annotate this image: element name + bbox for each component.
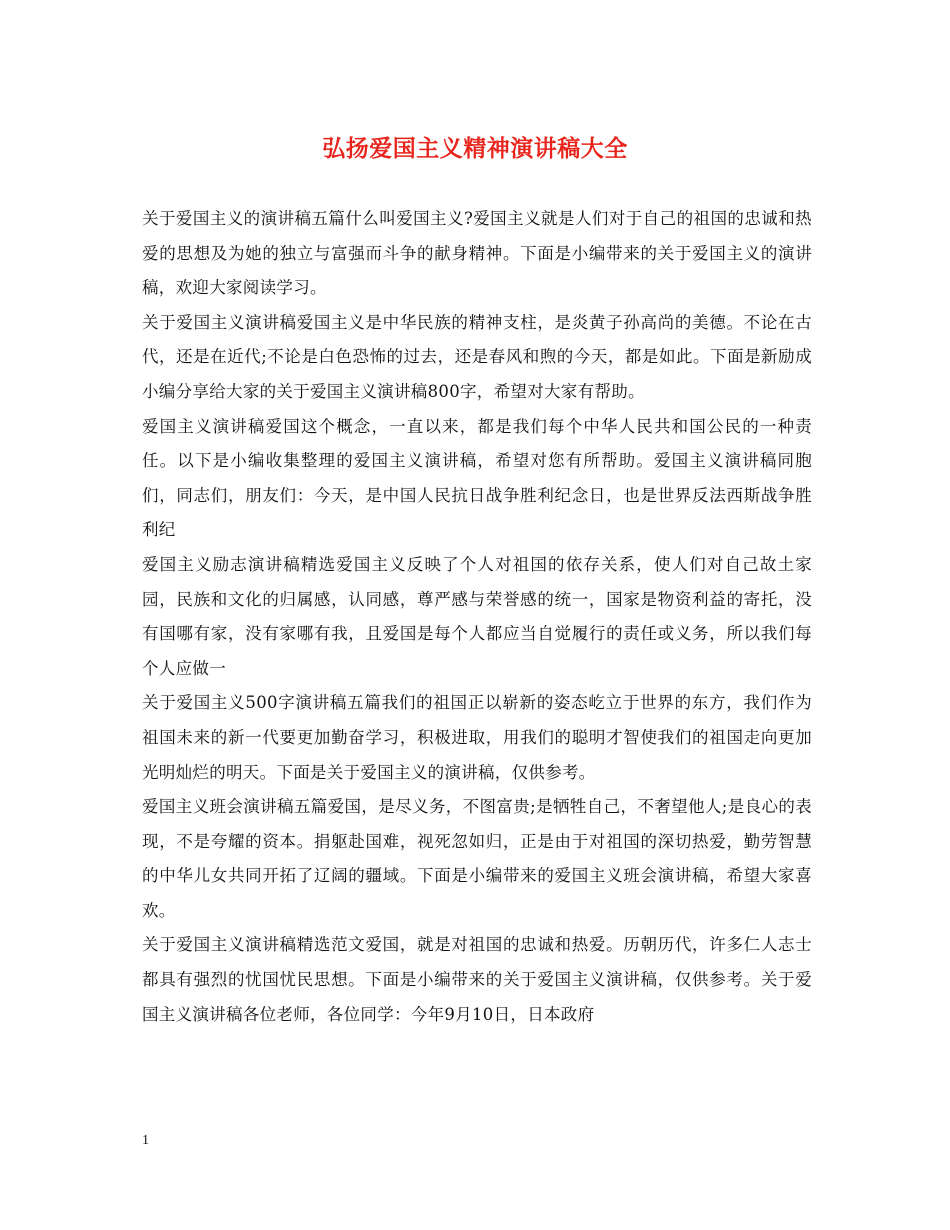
paragraph: 爱国主义演讲稿爱国这个概念，一直以来，都是我们每个中华人民共和国公民的一种责任。以下是小编收集整理的爱国主义演讲稿，希望对您有所帮助。爱国主义演讲稿同胞们，同志们，朋友们：今天，是中国人民抗日战争胜利纪念日，也是世界反法西斯战争胜利纪 <box>142 416 812 540</box>
paragraph: 关于爱国主义的演讲稿五篇什么叫爱国主义?爱国主义就是人们对于自己的祖国的忠诚和热爱的思想及为她的独立与富强而斗争的献身精神。下面是小编带来的关于爱国主义的演讲稿，欢迎大家阅读学习。 <box>142 209 812 298</box>
paragraph: 关于爱国主义演讲稿爱国主义是中华民族的精神支柱，是炎黄子孙高尚的美德。不论在古代，还是在近代;不论是白色恐怖的过去，还是春风和煦的今天，都是如此。下面是新励成小编分享给大家的关于爱国主义演讲稿800字，希望对大家有帮助。 <box>142 312 812 401</box>
document-body <box>142 202 812 1032</box>
paragraph: 爱国主义励志演讲稿精选爱国主义反映了个人对祖国的依存关系，使人们对自己故土家园，民族和文化的归属感，认同感，尊严感与荣誉感的统一，国家是物资利益的寄托，没有国哪有家，没有家哪有我，且爱国是每个人都应当自觉履行的责任或义务，所以我们每个人应做一 <box>142 554 812 678</box>
paragraph: 爱国主义班会演讲稿五篇爱国，是尽义务，不图富贵;是牺牲自己，不奢望他人;是良心的表现，不是夸耀的资本。捐躯赴国难，视死忽如归，正是由于对祖国的深切热爱，勤劳智慧的中华儿女共同开拓了辽阔的疆域。下面是小编带来的爱国主义班会演讲稿，希望大家喜欢。 <box>142 797 812 920</box>
page-number: 1 <box>142 1133 149 1148</box>
document-title: 弘扬爱国主义精神演讲稿大全 <box>322 135 628 162</box>
paragraph: 关于爱国主义演讲稿精选范文爱国，就是对祖国的忠诚和热爱。历朝历代，许多仁人志士都具有强烈的忧国忧民思想。下面是小编带来的关于爱国主义演讲稿，仅供参考。关于爱国主义演讲稿各位老师，各位同学：今年9月10日，日本政府 <box>142 935 812 1024</box>
paragraph: 关于爱国主义500字演讲稿五篇我们的祖国正以崭新的姿态屹立于世界的东方，我们作为祖国未来的新一代要更加勤奋学习，积极进取，用我们的聪明才智使我们的祖国走向更加光明灿烂的明天。下面是关于爱国主义的演讲稿，仅供参考。 <box>142 693 812 782</box>
